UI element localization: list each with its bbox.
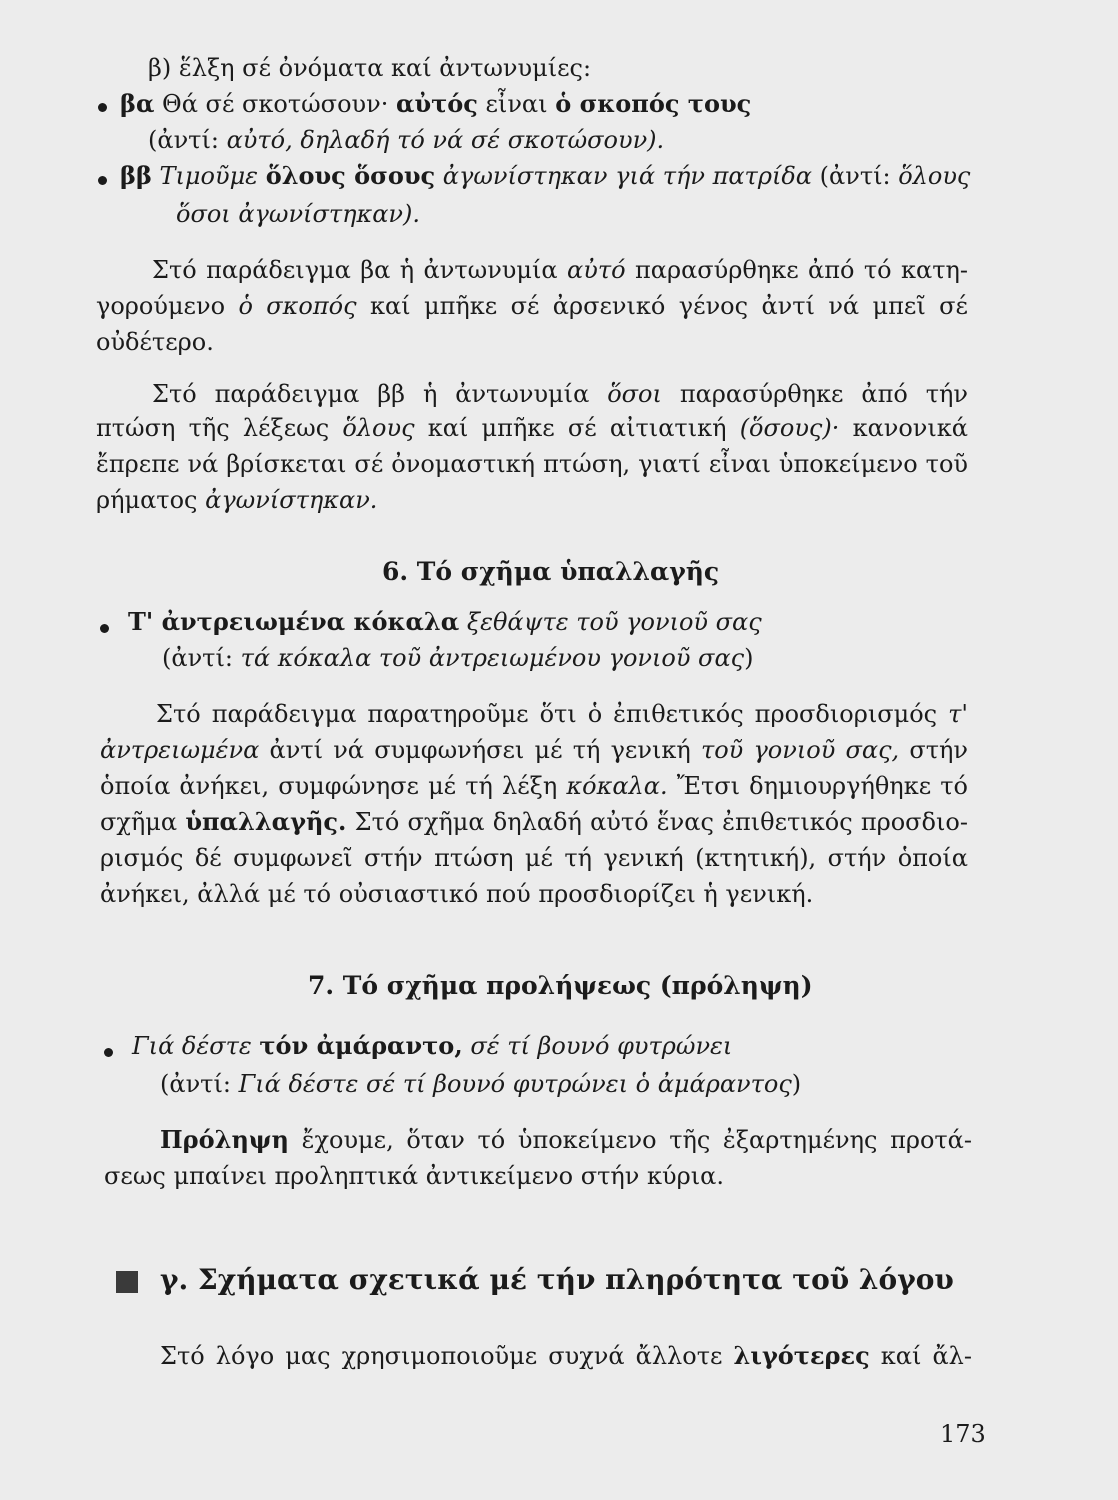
example-7: Γιά δέστε τόν ἀμάραντο, σέ τί βουνό φυτρώνει — [132, 1031, 733, 1060]
example-ba: βα Θά σέ σκοτώσουν· αὐτός εἶναι ὁ σκοπός τους — [120, 89, 752, 118]
paragraph-line: ἀντρειωμένα ἀντί νά συμφωνήσει μέ τή γενική τοῦ γονιοῦ σας, στήν — [100, 736, 968, 764]
paragraph-line: Στό παράδειγμα ββ ἡ ἀντωνυμία ὅσοι παρασύρθηκε ἀπό τήν — [152, 380, 968, 408]
bullet — [100, 624, 109, 633]
section-square-marker — [116, 1271, 138, 1293]
paragraph-line: Στό παράδειγμα παρατηροῦμε ὅτι ὁ ἐπιθετικός προσδιορισμός τ' — [156, 700, 968, 728]
paragraph-line: Στό λόγο μας χρησιμοποιοῦμε συχνά ἄλλοτε λιγότερες καί ἄλ- — [160, 1341, 972, 1370]
paragraph-line: ρισμός δέ συμφωνεῖ στήν πτώση μέ τή γενική (κτητική), στήν ὁποία — [100, 844, 968, 872]
subsection-title: β) ἕλξη σέ ὀνόματα καί ἀντωνυμίες: — [148, 54, 592, 82]
section-heading-6: 6. Τό σχῆμα ὑπαλλαγῆς — [382, 557, 720, 586]
section-heading-g: γ. Σχήματα σχετικά μέ τήν πληρότητα τοῦ λόγου — [160, 1263, 954, 1296]
paragraph-line: ρήματος ἀγωνίστηκαν. — [96, 486, 378, 514]
section-heading-7: 7. Τό σχῆμα προλήψεως (πρόληψη) — [308, 971, 813, 1000]
example-7-alt: (ἀντί: Γιά δέστε σέ τί βουνό φυτρώνει ὁ ἀμάραντος) — [160, 1070, 802, 1098]
paragraph-line: ὁποία ἀνήκει, συμφώνησε μέ τή λέξη κόκαλα. Ἔτσι δημιουργήθηκε τό — [100, 772, 968, 800]
paragraph-line: οὐδέτερο. — [96, 328, 214, 356]
paragraph-line: Πρόληψη ἔχουμε, ὅταν τό ὑποκείμενο τῆς ἐξαρτημένης προτά- — [160, 1125, 972, 1154]
paragraph-line: Στό παράδειγμα βα ἡ ἀντωνυμία αὐτό παρασύρθηκε ἀπό τό κατη- — [152, 256, 969, 284]
paragraph-line: σχῆμα ὑπαλλαγῆς. Στό σχῆμα δηλαδή αὐτό ἕνας ἐπιθετικός προσδιο- — [100, 807, 968, 836]
example-ba-alt: (ἀντί: αὐτό, δηλαδή τό νά σέ σκοτώσουν). — [148, 126, 665, 154]
example-bb-cont: ὅσοι ἀγωνίστηκαν). — [176, 200, 421, 228]
bullet — [98, 103, 107, 112]
paragraph-line: πτώση τῆς λέξεως ὅλους καί μπῆκε σέ αἰτιατική (ὅσους)· κανονικά — [96, 414, 969, 442]
paragraph-line: σεως μπαίνει προληπτικά ἀντικείμενο στήν κύρια. — [104, 1162, 724, 1190]
example-6-alt: (ἀντί: τά κόκαλα τοῦ ἀντρειωμένου γονιοῦ σας) — [162, 644, 754, 672]
paragraph-line: γορούμενο ὁ σκοπός καί μπῆκε σέ ἀρσενικό γένος ἀντί νά μπεῖ σέ — [96, 292, 968, 320]
bullet — [98, 176, 107, 185]
paragraph-line: ἔπρεπε νά βρίσκεται σέ ὀνομαστική πτώση, γιατί εἶναι ὑποκείμενο τοῦ — [96, 450, 968, 478]
example-bb: ββ Τιμοῦμε ὅλους ὅσους ἀγωνίστηκαν γιά τήν πατρίδα (ἀντί: ὅλους — [120, 161, 971, 190]
example-6: Τ' ἀντρειωμένα κόκαλα ξεθάψτε τοῦ γονιοῦ σας — [128, 607, 762, 636]
bullet — [104, 1048, 113, 1057]
page-number: 173 — [940, 1420, 986, 1448]
paragraph-line: ἀνήκει, ἀλλά μέ τό οὐσιαστικό πού προσδιορίζει ἡ γενική. — [100, 880, 814, 908]
